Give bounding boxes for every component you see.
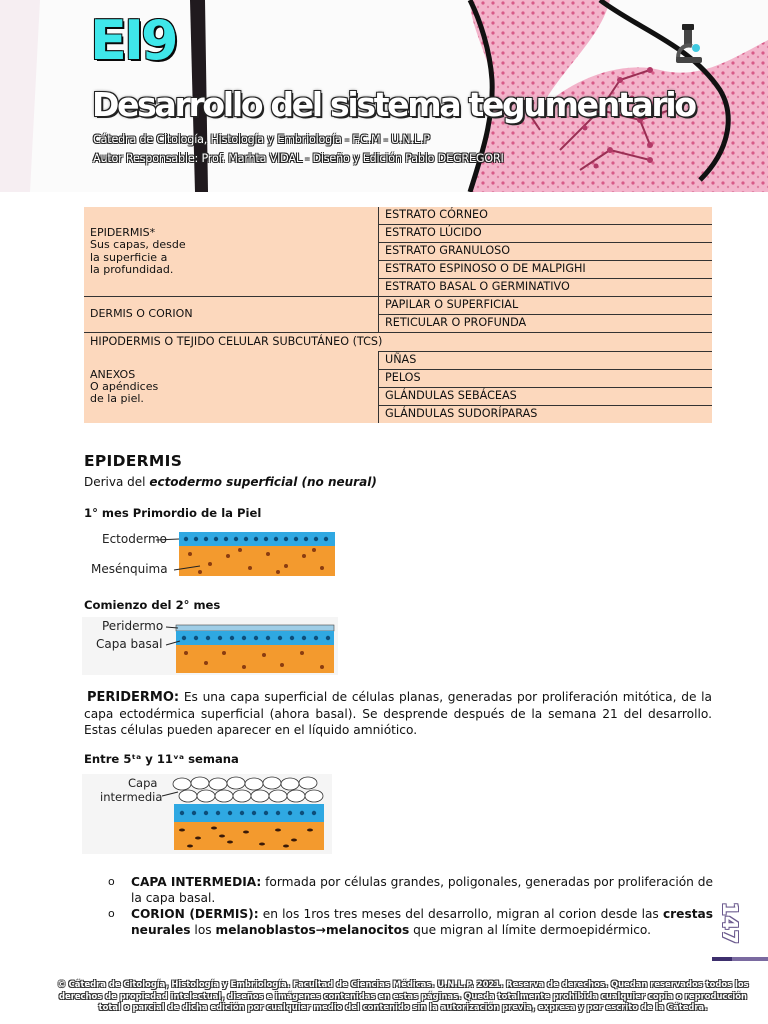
table-row: [84, 297, 712, 315]
term-capa-intermedia: CAPA INTERMEDIA:: [131, 875, 262, 889]
derive-origin: ectodermo superficial (no neural): [149, 475, 377, 489]
label-capa: Capa: [128, 776, 158, 790]
text-corion-1: en los 1ros tres meses del desarrollo, migran al corion desde las: [258, 907, 663, 921]
layer-item: GLÁNDULAS SEBÁCEAS: [379, 388, 713, 406]
layer-item: PELOS: [379, 370, 713, 388]
subtitle-author: Autor Responsable: Prof. Marhta VIDAL - Diseño y Edición Pablo DEGREGORI: [93, 152, 504, 165]
term-corion: CORION (DERMIS):: [131, 907, 259, 921]
hipodermis-cell: [84, 333, 712, 352]
page-accent-bar-dark: [712, 957, 732, 961]
term-melanocitos: melanocitos: [325, 923, 410, 937]
layer-item: GLÁNDULAS SUDORÍPARAS: [385, 407, 538, 421]
page-header: [0, 0, 768, 192]
peridermo-description: Es una capa superficial de células planas, generadas por proliferación mitótica, de la capa ectodérmica superficial (ahora basal). Se desprende después de la semana 21 del desarrollo. Estas células pueden aparecer en el líquido amniótico.: [84, 690, 712, 737]
bullet-marker: o: [108, 875, 115, 888]
epidermis-group-cell: [84, 207, 379, 297]
text-corion-3: que migran al límite dermoepidérmico.: [409, 923, 652, 937]
figure-capa-intermedia: [82, 774, 332, 854]
table-row: [84, 352, 712, 370]
stage-heading-1: 1° mes Primordio de la Piel: [84, 506, 262, 520]
layer-item: RETICULAR O PROFUNDA: [379, 315, 713, 333]
microscope-icon: [672, 24, 706, 64]
group-label: EPIDERMIS* Sus capas, desde la superficie a la profundidad.: [90, 226, 186, 276]
group-label: HIPODERMIS O TEJIDO CELULAR SUBCUTÁNEO (TCS): [90, 334, 383, 348]
chapter-code: EI9: [90, 9, 176, 72]
term-melanoblastos: melanoblastos: [215, 923, 316, 937]
section-heading-epidermis: EPIDERMIS: [84, 452, 183, 470]
layer-item: ESTRATO GRANULOSO: [379, 243, 713, 261]
list-item: [108, 874, 713, 906]
label-mesenquima: Mesénquima: [91, 562, 168, 576]
table-row: [84, 333, 712, 352]
peridermo-paragraph: [84, 689, 712, 738]
dermis-group-cell: [84, 297, 379, 333]
copyright-footer: © Cátedra de Citología, Histología y Embriología. Facultad de Ciencias Médicas. U.N.L.P. 2021. Reserva de derechos. Quedan reservados todos los derechos de propiedad intelectual, diseños e imágenes contenidas en estas páginas. Queda totalmente prohibida cualquier copia o reproducción total o parcial de dicha edición por cualquier medio del contenido sin la autorización previa, expresa y por escrito de la Cátedra.: [57, 979, 749, 1012]
term-crestas-neurales: crestas neurales: [131, 907, 713, 937]
layer-item: ESTRATO CÓRNEO: [379, 207, 713, 225]
bullet-list: [108, 874, 713, 938]
arrow-glyph: →: [315, 923, 326, 937]
table-row: [84, 207, 712, 225]
capa-intermedia-illustration: [82, 774, 332, 854]
skin-layers-table: [84, 207, 712, 423]
stage-heading-2: Comienzo del 2° mes: [84, 598, 221, 612]
text-corion-2: los: [190, 923, 216, 937]
group-label: DERMIS O CORION: [90, 307, 193, 321]
figure-primordio-piel: [82, 526, 342, 578]
layer-item: PAPILAR O SUPERFICIAL: [379, 297, 713, 315]
derivation-line: [84, 475, 377, 489]
stage-heading-3: Entre 5ᵗᵃ y 11ᵛᵃ semana: [84, 752, 239, 766]
label-capa-basal: Capa basal: [96, 637, 163, 651]
text-capa-intermedia: formada por células grandes, poligonales, generadas por proliferación de la capa basal.: [131, 875, 713, 905]
peridermo-term: PERIDERMO:: [87, 690, 180, 705]
group-label: ANEXOS O apéndices de la piel.: [90, 368, 159, 406]
page-title: Desarrollo del sistema tegumentario: [92, 85, 695, 124]
page-number-text: 147: [718, 902, 742, 944]
layer-item: ESTRATO ESPINOSO O DE MALPIGHI: [379, 261, 713, 279]
figure-peridermo: [82, 617, 338, 675]
layer-item: ESTRATO LÚCIDO: [379, 225, 713, 243]
bullet-marker: o: [108, 907, 115, 920]
label-ectodermo: Ectodermo: [102, 532, 167, 546]
subtitle-department: Cátedra de Citología, Histología y Embriología - F.C.M - U.N.L.P: [93, 133, 430, 146]
layer-item: UÑAS: [379, 352, 713, 370]
layer-item: ESTRATO BASAL O GERMINATIVO: [379, 279, 713, 297]
list-item: [108, 906, 713, 938]
label-peridermo: Peridermo: [102, 619, 164, 633]
anexos-group-cell: [84, 352, 379, 424]
derive-prefix: Deriva del: [84, 475, 150, 489]
label-intermedia: intermedia: [100, 790, 163, 804]
page-number: [717, 900, 743, 948]
